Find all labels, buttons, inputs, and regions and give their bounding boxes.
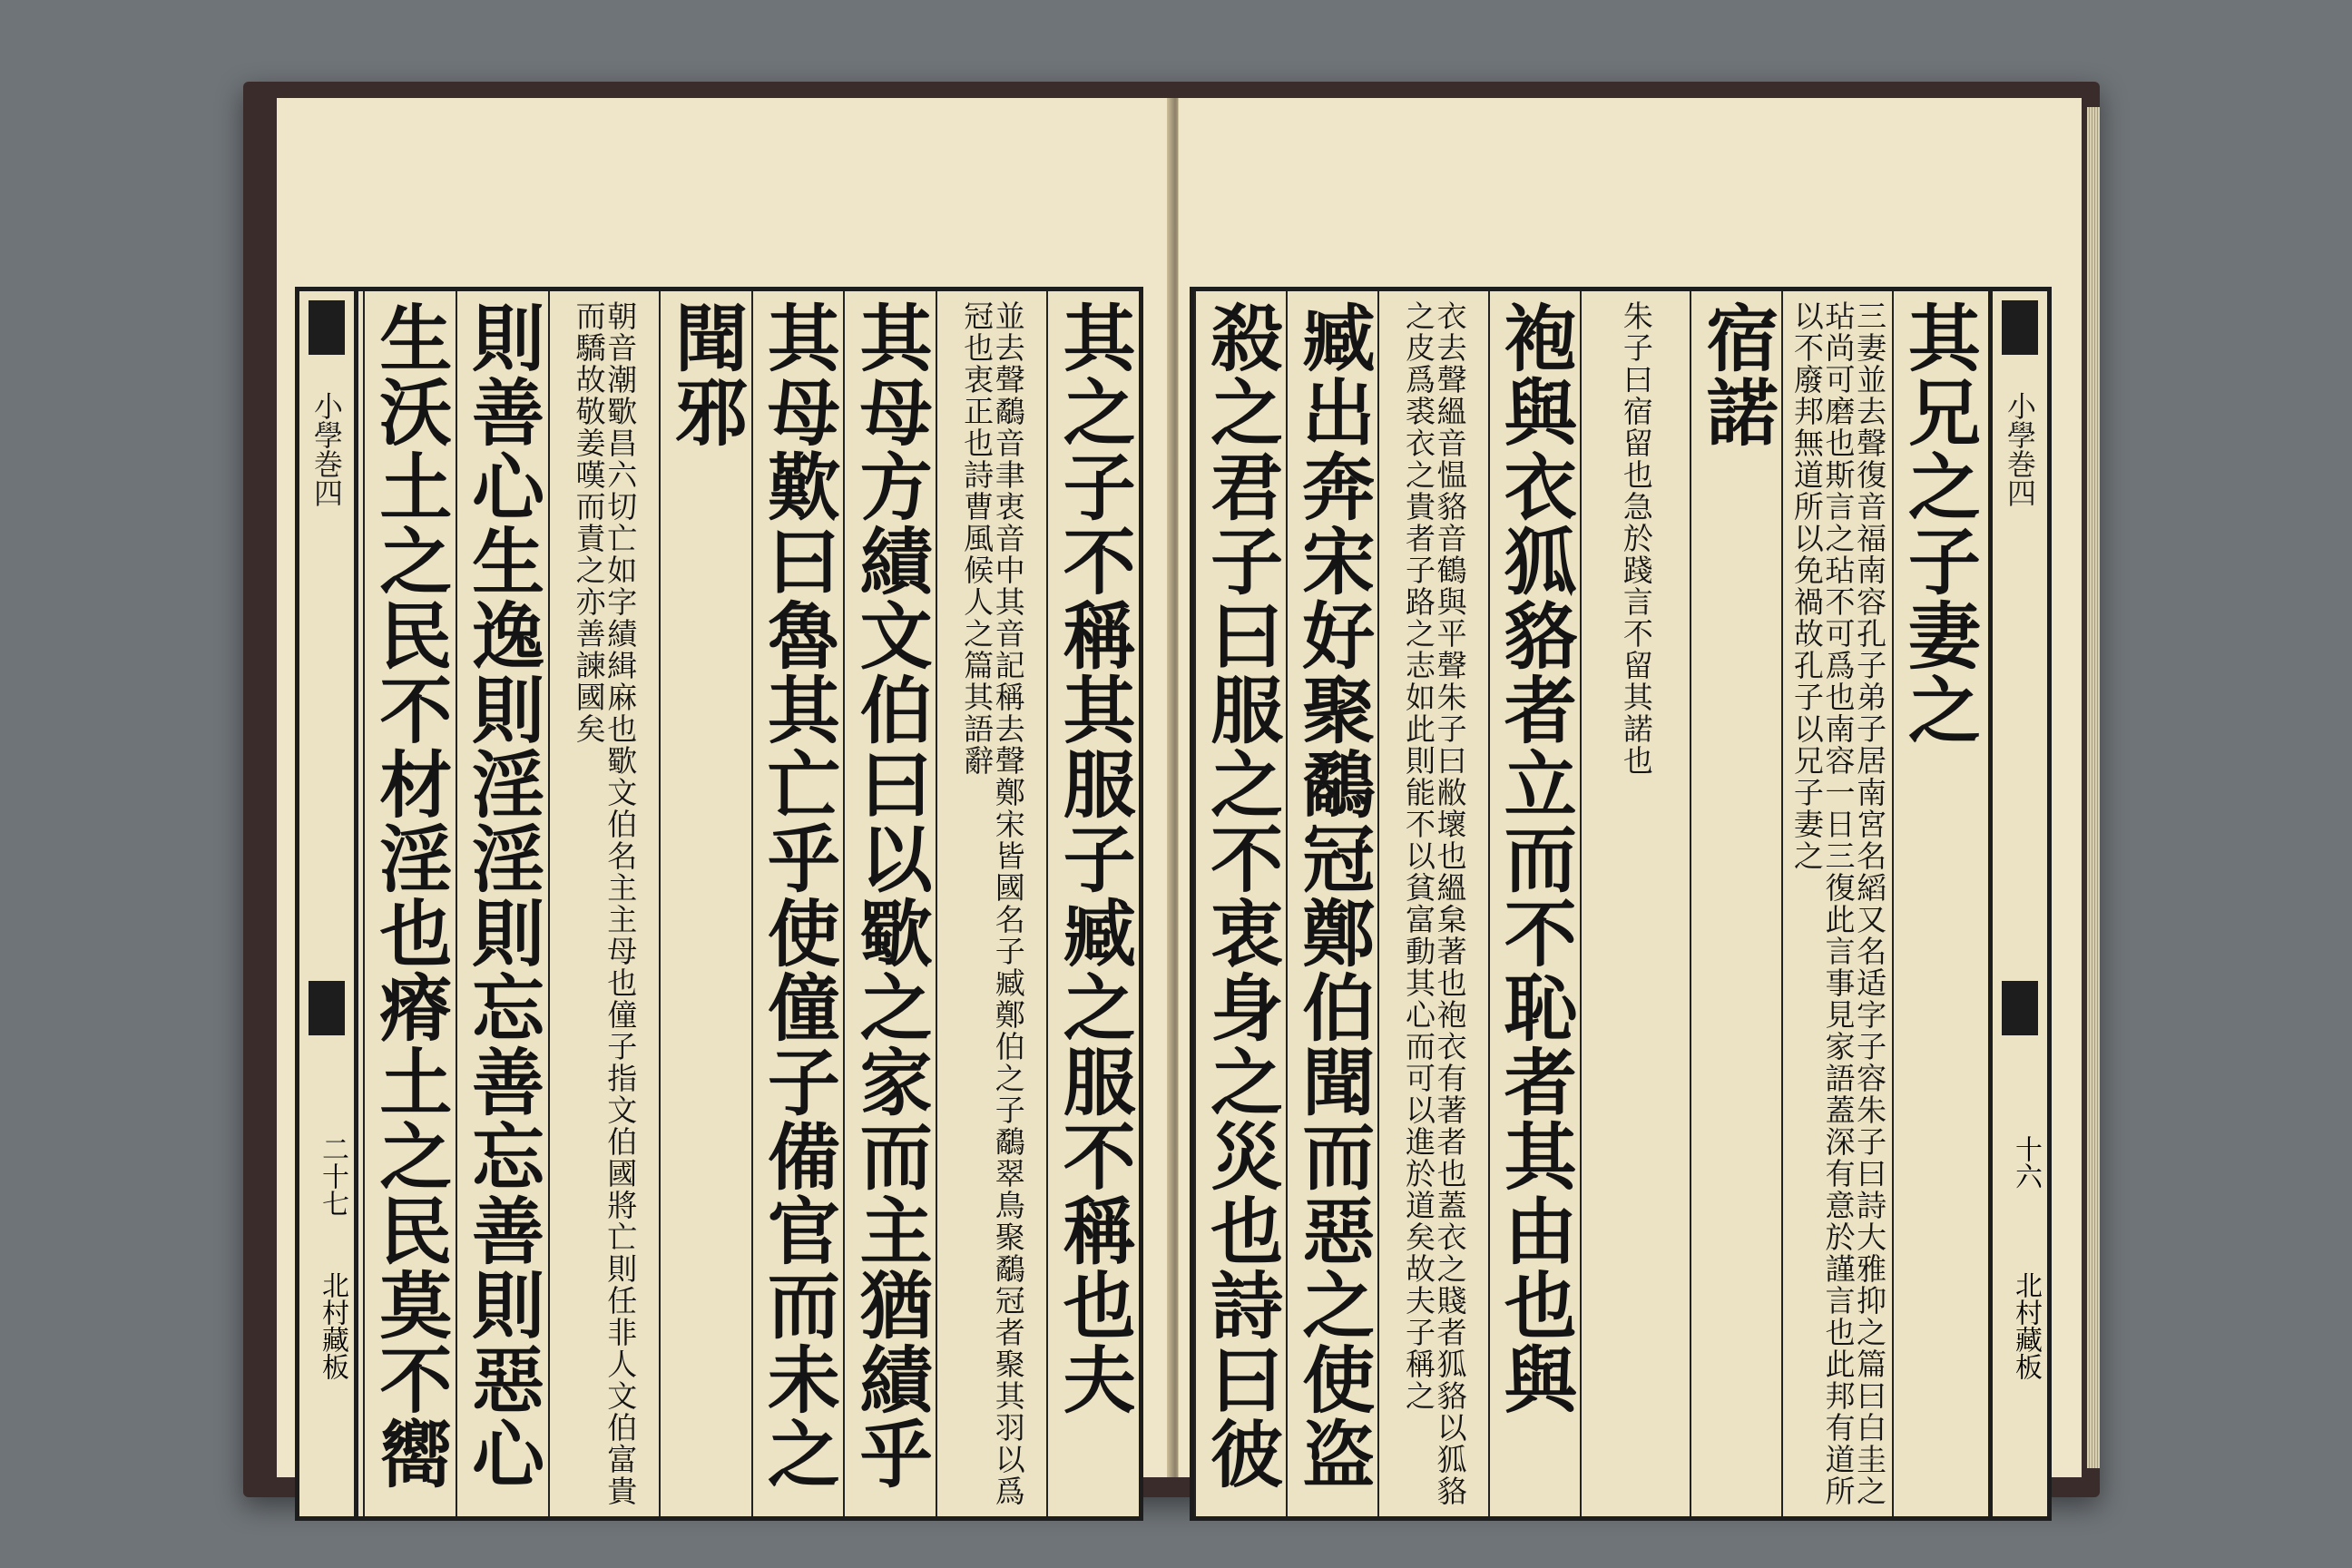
- right-page: [1178, 98, 2082, 1507]
- commentary-text: 朝音潮歜昌六切亡如字績緝麻也歜文伯名主主母也僮子指文伯國將亡則任非人文伯富貴而驕故敬姜嘆而責之亦善諫國矣: [571, 300, 639, 1507]
- main-text: 則善心生逸則淫淫則忘善忘善則惡心: [459, 300, 545, 1491]
- commentary-text: 並去聲鷸音聿衷音中其音記稱去聲鄭宋皆國名子臧鄭伯之子鷸翠鳥聚鷸冠者聚其羽以爲冠也衷正也詩曹風候人之篇其語辭: [959, 300, 1026, 1507]
- publisher-mark: 北村藏板: [2010, 1271, 2042, 1380]
- text-column: [1690, 291, 1781, 1516]
- page-number: 二十七: [317, 1135, 348, 1217]
- fish-tail-mark: [2002, 981, 2038, 1035]
- page-margin: [1988, 287, 2052, 1521]
- left-text-frame: [295, 287, 1143, 1521]
- text-column: [363, 291, 456, 1516]
- main-text: 宿諾: [1693, 300, 1779, 449]
- text-column: [659, 291, 751, 1516]
- margin-title: 小學巻四: [2003, 391, 2037, 507]
- main-text: 生沃土之民不材淫也瘠土之民莫不嚮: [367, 300, 453, 1491]
- page-margin: [295, 287, 358, 1521]
- main-text: 其之子不稱其服子臧之服不稱也夫: [1051, 300, 1137, 1416]
- commentary-text: 三妻並去聲復音福南容孔子弟子居南宮名縚又名适字子容朱子曰詩大雅抑之篇曰白圭之玷尚可磨也斯言之玷不可爲也南容一日三復此言事見家語蓋深有意於謹言也此邦有道所以不廢邦無道所以免禍故孔子以兄子妻之: [1788, 300, 1888, 1507]
- commentary-text: 衣去聲縕音愠貉音鶴與平聲朱子曰敝壞也縕枲著也袍衣有著者也蓋衣之賤者狐貉以狐貉之皮爲裘衣之貴者子路之志如此則能不以貧富動其心而可以進於道矣故夫子稱之: [1401, 300, 1468, 1507]
- margin-title: 小學巻四: [309, 391, 344, 507]
- right-text-frame: [1190, 287, 2052, 1521]
- fish-tail-mark: [309, 981, 345, 1035]
- text-column: [843, 291, 936, 1516]
- main-text: 殺之君子曰服之不衷身之災也詩曰彼: [1198, 300, 1284, 1491]
- text-column: [1194, 291, 1286, 1516]
- text-column: [1892, 291, 1984, 1516]
- page-edges: [2087, 107, 2100, 1468]
- main-text: 袍與衣狐貉者立而不恥者其由也與: [1492, 300, 1578, 1416]
- text-column: [1286, 291, 1377, 1516]
- main-text: 聞邪: [662, 300, 749, 449]
- fish-tail-mark: [2002, 300, 2038, 355]
- main-text: 臧出奔宋好聚鷸冠鄭伯聞而惡之使盗: [1289, 300, 1376, 1491]
- commentary-text: 朱子曰宿留也急於踐言不留其諾也: [1618, 300, 1654, 777]
- text-column: [1046, 291, 1139, 1516]
- text-column: [1488, 291, 1580, 1516]
- main-text: 其兄之子妻之: [1896, 300, 1982, 747]
- text-column: [548, 291, 659, 1516]
- text-column: [456, 291, 548, 1516]
- text-column: [751, 291, 844, 1516]
- main-text: 其母歎曰魯其亡乎使僮子備官而未之: [755, 300, 841, 1491]
- publisher-mark: 北村藏板: [317, 1271, 348, 1380]
- page-number: 十六: [2010, 1135, 2042, 1190]
- text-column: [1377, 291, 1487, 1516]
- left-page: [277, 98, 1171, 1507]
- text-column: [936, 291, 1046, 1516]
- fish-tail-mark: [309, 300, 345, 355]
- main-text: 其母方績文伯曰以歜之家而主猶績乎: [848, 300, 934, 1491]
- text-column: [1580, 291, 1690, 1516]
- text-column: [1781, 291, 1891, 1516]
